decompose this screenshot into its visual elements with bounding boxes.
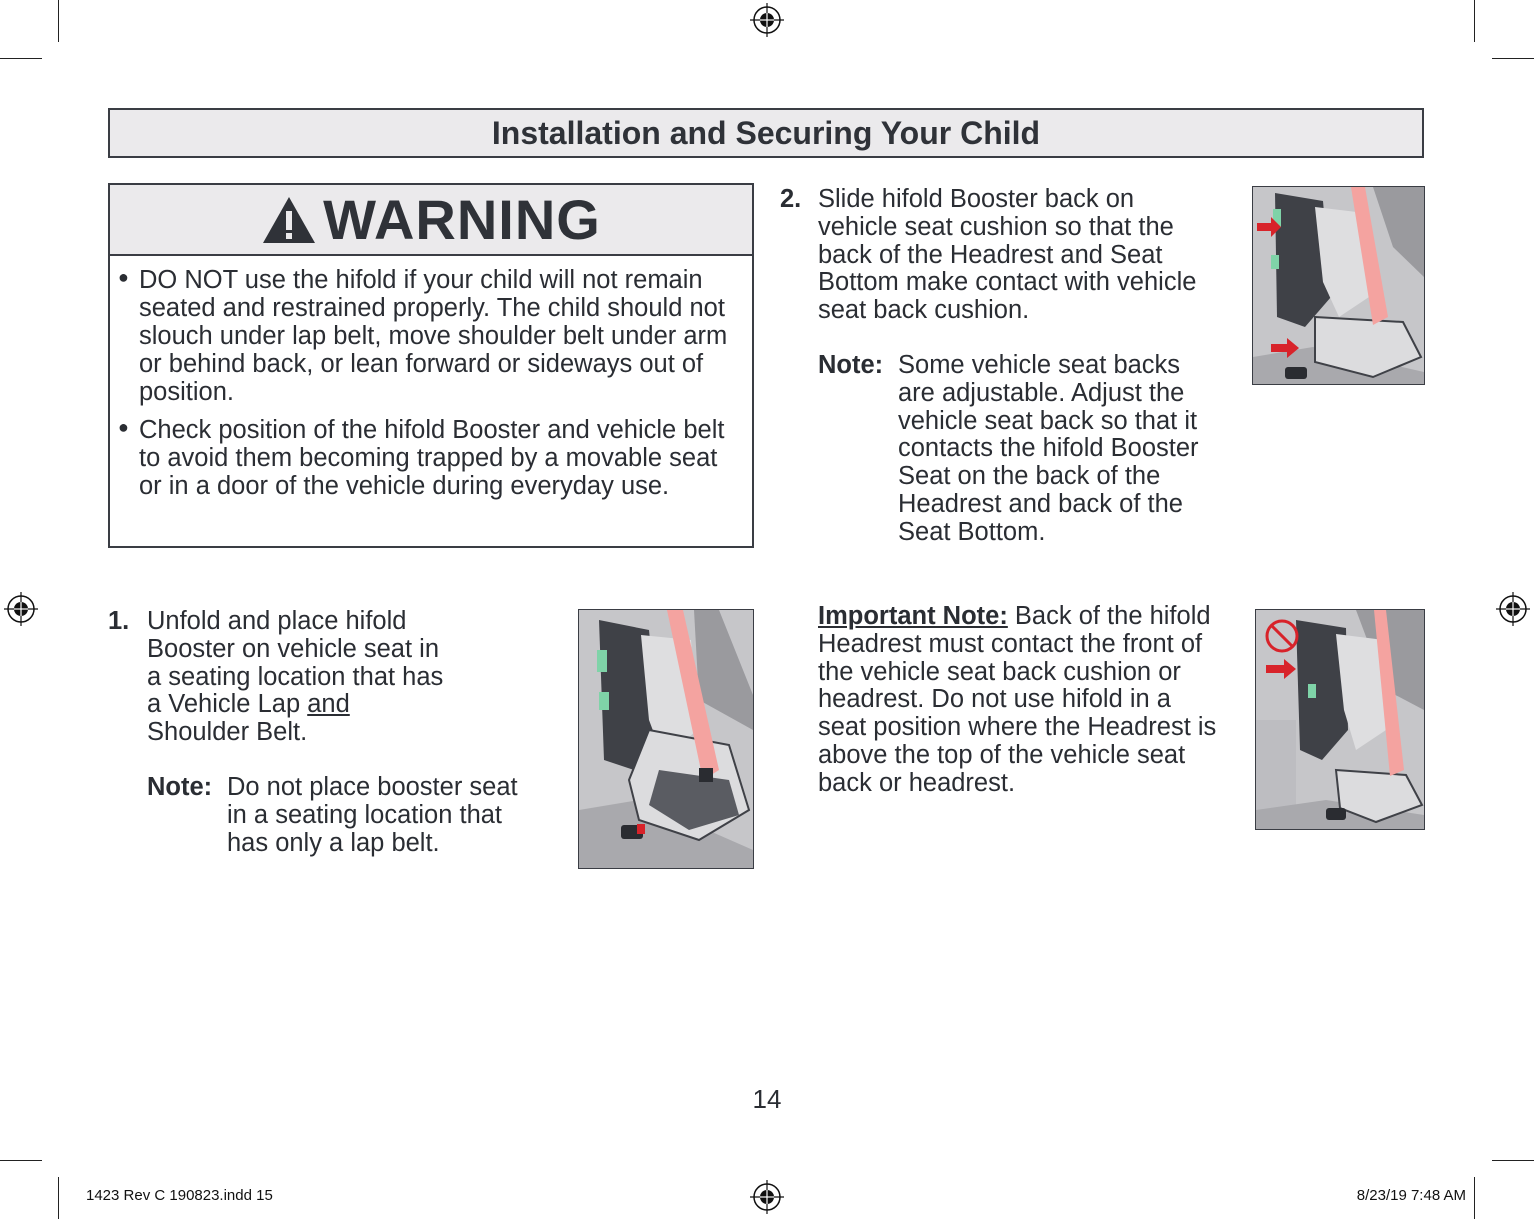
footer-datetime: 8/23/19 7:48 AM — [1356, 1187, 1466, 1204]
step-1-note — [147, 774, 548, 857]
crop-mark — [1474, 1177, 1475, 1219]
important-note-illustration — [1255, 609, 1425, 830]
step-text-underlined: and — [307, 690, 350, 719]
crop-mark — [1492, 58, 1534, 59]
warning-bullet-text: Check position of the hifold Booster and vehicle belt to avoid them becoming trapped by a movable seat or in a door of the vehicle during everyday use. — [139, 416, 725, 500]
step-text: Unfold and place hifold Booster on vehicle seat in a seating location that has a Vehicle Lap — [147, 607, 444, 719]
registration-mark-icon — [750, 3, 784, 37]
footer-file-info: 1423 Rev C 190823.indd 15 — [86, 1187, 273, 1204]
important-note-label: Important Note: — [818, 602, 1008, 630]
bullet-icon: ● — [118, 417, 129, 437]
note-text: Some vehicle seat backs are adjustable. Adjust the vehicle seat back so that it contacts the hifold Booster Seat on the back of the Headrest and back of the Seat Bottom. — [898, 350, 1199, 546]
page-number: 14 — [752, 1084, 782, 1114]
warning-header — [110, 185, 752, 256]
warning-list — [110, 256, 752, 500]
section-title: Installation and Securing Your Child — [491, 114, 1041, 151]
section-header — [108, 108, 1424, 158]
step-1 — [108, 608, 548, 857]
registration-mark-icon — [1496, 592, 1530, 626]
crop-mark — [58, 0, 59, 42]
booster-seat-illustration — [1256, 610, 1424, 829]
booster-seat-illustration — [1253, 187, 1424, 384]
crop-mark — [0, 58, 42, 59]
warning-triangle-icon — [261, 195, 317, 245]
registration-mark-icon — [750, 1180, 784, 1214]
note-text: Do not place booster seat in a seating location that has only a lap belt. — [227, 772, 518, 857]
crop-mark — [1474, 0, 1475, 42]
step-2 — [780, 186, 1220, 547]
step-1-illustration — [578, 609, 754, 869]
important-note-text: Back of the hifold Headrest must contact the front of the vehicle seat back cushion or headrest. Do not use hifold in a seat position where the Headrest is above the top of the vehicle seat back or headrest. — [818, 602, 1217, 797]
warning-box — [108, 183, 754, 548]
crop-mark — [1492, 1160, 1534, 1161]
step-2-illustration — [1252, 186, 1425, 385]
step-2-text: Slide hifold Booster back on vehicle seat cushion so that the back of the Headrest and Seat Bottom make contact with vehicle seat back cushion. — [818, 185, 1197, 325]
warning-bullet-text: DO NOT use the hifold if your child will not remain seated and restrained properly. The child should not slouch under lap belt, move shoulder belt under arm or behind back, or lean forward or sideways out of position. — [139, 266, 728, 406]
warning-bullet — [118, 266, 744, 406]
important-note — [818, 603, 1218, 798]
note-label: Note: — [818, 350, 884, 379]
step-number: 2. — [780, 185, 802, 213]
bullet-icon: ● — [118, 267, 129, 287]
booster-seat-illustration — [579, 610, 753, 868]
step-number: 1. — [108, 607, 130, 635]
step-1-text — [147, 608, 457, 747]
crop-mark — [0, 1160, 42, 1161]
note-label: Note: — [147, 772, 213, 801]
crop-mark — [58, 1177, 59, 1219]
warning-bullet — [118, 416, 744, 500]
step-text: Shoulder Belt. — [147, 718, 308, 747]
warning-title: WARNING — [323, 188, 601, 251]
registration-mark-icon — [4, 592, 38, 626]
step-2-note — [818, 352, 1220, 547]
